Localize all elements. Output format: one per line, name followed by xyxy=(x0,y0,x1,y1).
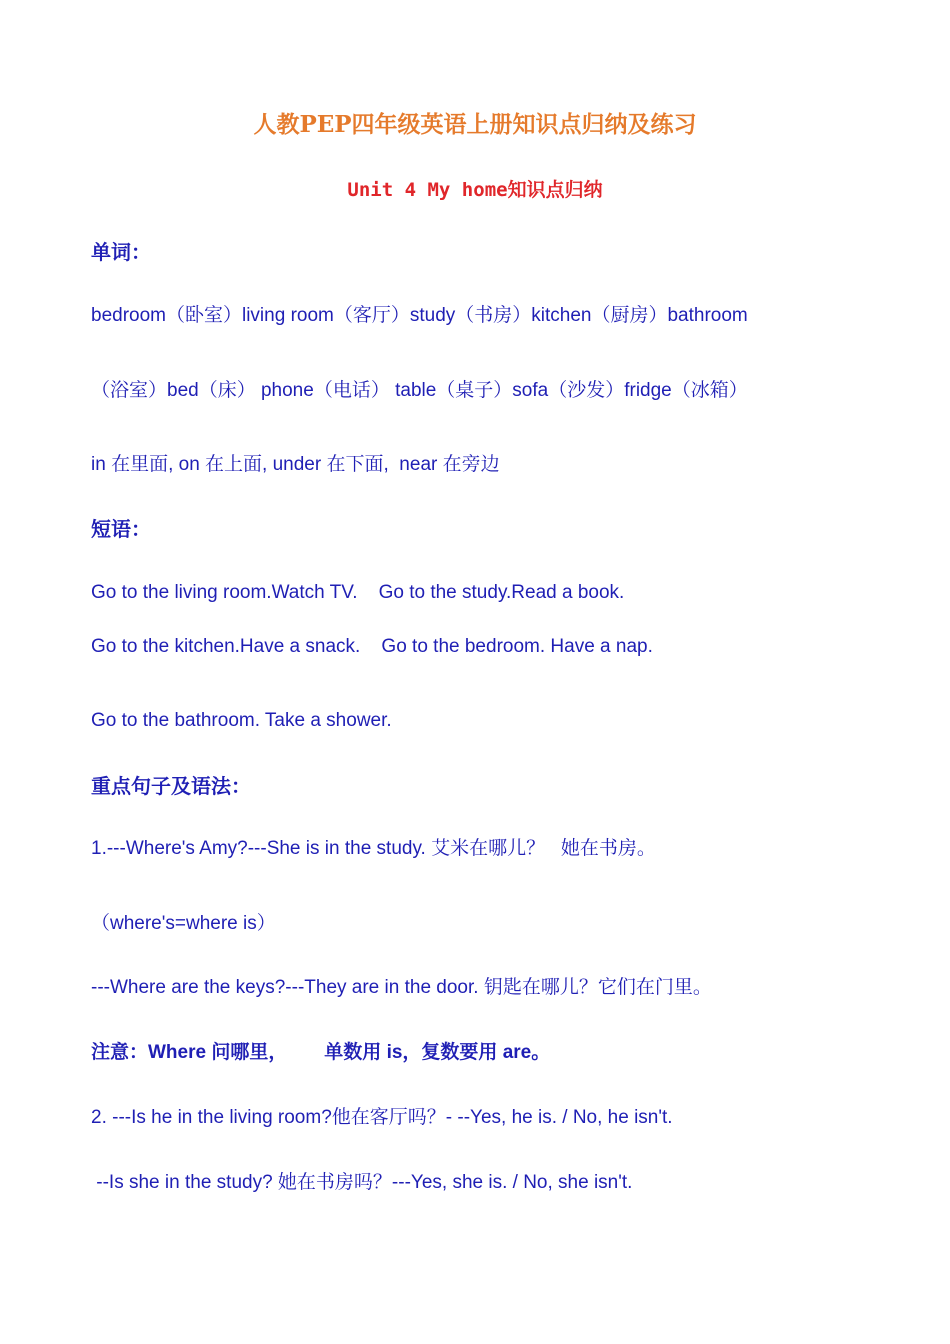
sentence-2: 2. ---Is he in the living room?他在客厅吗？- --Yes, he is. / No, he isn't. xyxy=(91,1107,673,1128)
grammar-heading: 重点句子及语法： xyxy=(91,776,251,798)
sentence-1b: ---Where are the keys?---They are in the door. 钥匙在哪儿？它们在门里。 xyxy=(91,977,712,998)
document-title: 人教PEP四年级英语上册知识点归纳及练习 xyxy=(253,111,697,138)
vocab-line-3: in 在里面, on 在上面, under 在下面, near 在旁边 xyxy=(91,454,500,475)
vocab-line-1: bedroom（卧室）living room（客厅）study（书房）kitchen（厨房）bathroom xyxy=(91,305,748,326)
sentence-2b: --Is she in the study? 她在书房吗？---Yes, she is. / No, she isn't. xyxy=(91,1172,633,1193)
attention-note: 注意：Where 问哪里， 单数用 is，复数要用 are。 xyxy=(91,1042,551,1063)
vocab-heading: 单词： xyxy=(91,242,151,264)
unit-subtitle: Unit 4 My home知识点归纳 xyxy=(347,179,603,201)
phrase-line-1: Go to the living room.Watch TV. Go to the study.Read a book. xyxy=(91,582,625,603)
sentence-1-note: （where's=where is） xyxy=(91,913,276,934)
sentence-1: 1.---Where's Amy?---She is in the study. 艾米在哪儿？ 她在书房。 xyxy=(91,838,656,859)
vocab-line-2: （浴室）bed（床） phone（电话） table（桌子）sofa（沙发）fridge（冰箱） xyxy=(91,380,748,401)
phrase-line-2: Go to the kitchen.Have a snack. Go to the bedroom. Have a nap. xyxy=(91,636,653,657)
phrase-line-3: Go to the bathroom. Take a shower. xyxy=(91,710,392,731)
phrase-heading: 短语： xyxy=(91,519,151,541)
